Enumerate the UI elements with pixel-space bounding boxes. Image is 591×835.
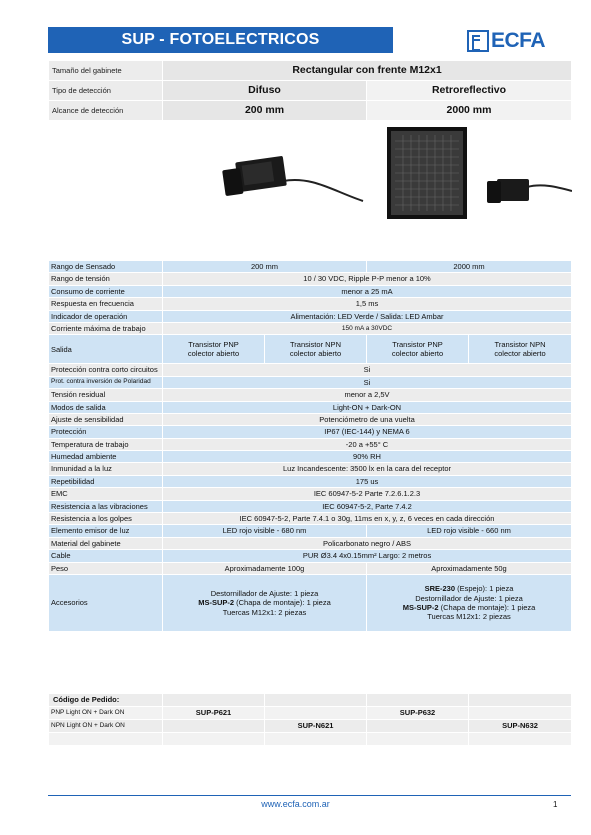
accessories-diffuse	[163, 574, 367, 631]
accessory-line: Destornillador de Ajuste: 1 pieza	[415, 593, 523, 603]
summary-value-diffuse: 200 mm	[163, 101, 367, 121]
ecfa-logo-mark-icon	[467, 30, 489, 52]
spec-row	[49, 389, 572, 401]
accessory-line: Tuercas M12x1: 2 piezas	[427, 612, 511, 622]
spec-label: Inmunidad a la luz	[49, 463, 163, 475]
spec-value: LED rojo visible - 660 nm	[367, 525, 572, 537]
page-title	[48, 27, 393, 53]
summary-label: Tamaño del gabinete	[49, 61, 163, 81]
order-code: SUP-P632	[367, 707, 469, 720]
summary-value-retro: Retroreflectivo	[367, 81, 572, 101]
spec-value: Policarbonato negro / ABS	[163, 537, 572, 549]
ecfa-logo-text: ECFA	[491, 29, 546, 52]
image-spacer	[49, 121, 163, 229]
spec-value: Transistor NPN colector abierto	[265, 335, 367, 364]
spec-label: Humedad ambiente	[49, 451, 163, 463]
spec-value: 200 mm	[163, 261, 367, 273]
spec-value: Si	[163, 364, 572, 376]
summary-label: Tipo de detección	[49, 81, 163, 101]
spec-row-accessories	[49, 574, 572, 631]
spec-value: Light-ON + Dark-ON	[163, 401, 572, 413]
spec-row	[49, 438, 572, 450]
order-cell	[163, 694, 265, 707]
accessory-line	[367, 603, 571, 612]
accessory-line: Destornillador de Ajuste: 1 pieza	[210, 588, 319, 598]
spec-label: Resistencia a las vibraciones	[49, 500, 163, 512]
spec-label: Ajuste de sensibilidad	[49, 413, 163, 425]
accessory-desc: (Chapa de montaje): 1 pieza	[438, 602, 536, 612]
spec-label: Accesorios	[49, 574, 163, 631]
ecfa-logo	[467, 30, 571, 52]
summary-row-type	[49, 81, 572, 101]
spec-row	[49, 562, 572, 574]
order-code: SUP-N621	[265, 720, 367, 733]
accessory-line: Tuercas M12x1: 2 piezas	[222, 607, 307, 617]
product-images-row	[49, 121, 572, 229]
spec-label: Material del gabinete	[49, 537, 163, 549]
spec-value: IEC 60947-5-2 Parte 7.2.6.1.2.3	[163, 488, 572, 500]
spec-row	[49, 261, 572, 273]
spec-row	[49, 401, 572, 413]
spec-value: 1,5 ms	[163, 298, 572, 310]
spec-label: Prot. contra inversión de Polaridad	[49, 376, 163, 388]
spec-value: 90% RH	[163, 451, 572, 463]
spec-value: 10 / 30 VDC, Ripple P-P menor a 10%	[163, 273, 572, 285]
order-label: NPN Light ON + Dark ON	[49, 720, 163, 733]
summary-value: Rectangular con frente M12x1	[163, 61, 572, 81]
order-cell	[49, 733, 163, 746]
order-row-npn	[49, 720, 572, 733]
accessory-desc: (Espejo): 1 pieza	[455, 584, 514, 594]
footer-url[interactable]: www.ecfa.com.ar	[261, 799, 330, 809]
spec-value: IEC 60947-5-2, Parte 7.4.2	[163, 500, 572, 512]
spec-row	[49, 500, 572, 512]
order-header-row	[49, 694, 572, 707]
spec-row	[49, 463, 572, 475]
summary-table	[48, 60, 572, 229]
spec-row	[49, 322, 572, 334]
footer-divider	[48, 795, 571, 796]
spec-row	[49, 525, 572, 537]
spec-row	[49, 426, 572, 438]
spec-value: Potenciómetro de una vuelta	[163, 413, 572, 425]
spec-value: Si	[163, 376, 572, 388]
spec-label: Rango de Sensado	[49, 261, 163, 273]
summary-value-retro: 2000 mm	[367, 101, 572, 121]
order-row-pnp	[49, 707, 572, 720]
spec-row-output	[49, 335, 572, 364]
order-cell	[469, 707, 572, 720]
spec-value: -20 a +55° C	[163, 438, 572, 450]
order-cell	[163, 720, 265, 733]
spec-label: Rango de tensión	[49, 273, 163, 285]
accessory-code: MS-SUP-2	[402, 602, 439, 612]
summary-row-size	[49, 61, 572, 81]
spec-row	[49, 475, 572, 487]
spec-value: 175 us	[163, 475, 572, 487]
spec-value: Transistor NPN colector abierto	[469, 335, 572, 364]
spec-label: Resistencia a los golpes	[49, 513, 163, 525]
order-row-empty	[49, 733, 572, 746]
spec-label: Consumo de corriente	[49, 285, 163, 297]
accessories-retro	[367, 574, 572, 631]
spec-row	[49, 310, 572, 322]
summary-label: Alcance de detección	[49, 101, 163, 121]
spec-row	[49, 285, 572, 297]
spec-value: Transistor PNP colector abierto	[163, 335, 265, 364]
order-code: SUP-P621	[163, 707, 265, 720]
spec-label: Elemento emisor de luz	[49, 525, 163, 537]
spec-value: Luz Incandescente: 3500 lx en la cara del receptor	[163, 463, 572, 475]
order-cell	[367, 720, 469, 733]
page-title-text: SUP - FOTOELECTRICOS	[121, 31, 320, 48]
spec-row	[49, 537, 572, 549]
order-cell	[265, 694, 367, 707]
summary-row-range	[49, 101, 572, 121]
spec-label: Modos de salida	[49, 401, 163, 413]
accessory-code: SRE-230	[424, 584, 456, 594]
spec-row	[49, 376, 572, 388]
order-code: SUP-N632	[469, 720, 572, 733]
order-cell	[469, 694, 572, 707]
page-number: 1	[553, 800, 558, 809]
spec-value: IP67 (IEC-144) y NEMA 6	[163, 426, 572, 438]
order-codes-table	[48, 693, 572, 746]
spec-value: Aproximadamente 100g	[163, 562, 367, 574]
order-cell	[367, 733, 469, 746]
spec-value: Alimentación: LED Verde / Salida: LED Ambar	[163, 310, 572, 322]
spec-value: LED rojo visible - 680 nm	[163, 525, 367, 537]
accessory-desc: (Chapa de montaje): 1 pieza	[234, 598, 331, 608]
spec-value: menor a 25 mA	[163, 285, 572, 297]
order-cell	[265, 733, 367, 746]
spec-label: Repetibilidad	[49, 475, 163, 487]
accessory-line	[367, 584, 571, 593]
spec-row	[49, 413, 572, 425]
spec-value: IEC 60947-5-2, Parte 7.4.1 o 30g, 11ms en x, y, z, 6 veces en cada dirección	[163, 513, 572, 525]
spec-label: Temperatura de trabajo	[49, 438, 163, 450]
spec-label: EMC	[49, 488, 163, 500]
spec-row	[49, 298, 572, 310]
spec-label: Peso	[49, 562, 163, 574]
spec-label: Tensión residual	[49, 389, 163, 401]
spec-label: Protección	[49, 426, 163, 438]
spec-label: Respuesta en frecuencia	[49, 298, 163, 310]
spec-value: Aproximadamente 50g	[367, 562, 572, 574]
order-cell	[265, 707, 367, 720]
spec-row	[49, 513, 572, 525]
spec-row	[49, 451, 572, 463]
spec-label: Corriente máxima de trabajo	[49, 322, 163, 334]
diffuse-sensor-image	[163, 121, 367, 226]
spec-row	[49, 273, 572, 285]
spec-row	[49, 364, 572, 376]
order-label: PNP Light ON + Dark ON	[49, 707, 163, 720]
spec-label: Indicador de operación	[49, 310, 163, 322]
order-cell	[469, 733, 572, 746]
spec-label: Salida	[49, 335, 163, 364]
spec-row	[49, 488, 572, 500]
diffuse-sensor-image-cell	[163, 121, 367, 229]
accessory-code: MS-SUP-2	[198, 598, 235, 608]
spec-row	[49, 550, 572, 562]
spec-value: menor a 2,5V	[163, 389, 572, 401]
spec-value: 2000 mm	[367, 261, 572, 273]
order-header: Código de Pedido:	[49, 694, 163, 707]
summary-value-diffuse: Difuso	[163, 81, 367, 101]
spec-value: 150 mA a 30VDC	[163, 322, 572, 334]
spec-label: Cable	[49, 550, 163, 562]
accessory-line	[163, 598, 366, 607]
spec-value: Transistor PNP colector abierto	[367, 335, 469, 364]
specs-table	[48, 260, 572, 632]
retro-sensor-image-cell	[367, 121, 572, 229]
order-cell	[367, 694, 469, 707]
spec-label: Protección contra corto circuitos	[49, 364, 163, 376]
order-cell	[163, 733, 265, 746]
retroreflective-sensor-image	[367, 121, 572, 226]
spec-value: PUR Ø3.4 4x0.15mm² Largo: 2 metros	[163, 550, 572, 562]
